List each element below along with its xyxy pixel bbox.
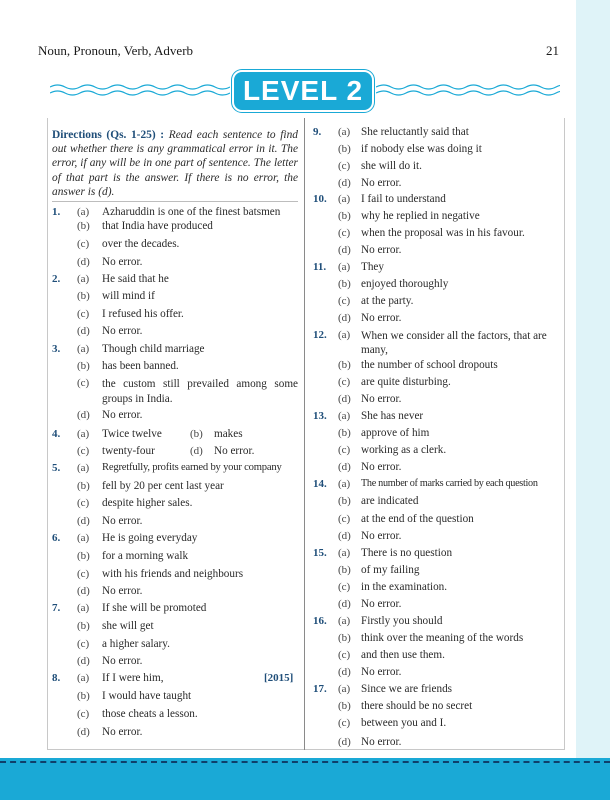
question-number: 2. (52, 273, 61, 285)
option-text: No error. (361, 461, 402, 473)
option-letter: (a) (338, 615, 351, 627)
option-letter: (c) (77, 377, 90, 389)
option-text: No error. (361, 530, 402, 542)
option-letter: (b) (77, 620, 90, 632)
option-letter: (a) (338, 410, 351, 422)
page-edge-strip (576, 0, 610, 800)
option-text: No error. (102, 325, 143, 337)
option-letter: (d) (77, 256, 90, 268)
option-letter: (b) (338, 210, 351, 222)
option-letter: (b) (77, 690, 90, 702)
option-letter: (d) (77, 585, 90, 597)
option-letter: (a) (77, 428, 90, 440)
option-text: No error. (214, 445, 255, 457)
option-letter: (b) (338, 632, 351, 644)
question-number: 15. (313, 547, 327, 559)
option-letter: (c) (77, 445, 90, 457)
option-text: will mind if (102, 290, 155, 302)
question-number: 3. (52, 343, 61, 355)
option-text: working as a clerk. (361, 444, 447, 456)
year-tag: [2015] (264, 672, 294, 684)
option-letter: (c) (77, 238, 90, 250)
question-number: 8. (52, 672, 61, 684)
option-letter: (b) (77, 360, 90, 372)
option-letter: (d) (338, 666, 351, 678)
footer-band (0, 758, 610, 800)
option-letter: (a) (77, 532, 90, 544)
option-text: No error. (361, 312, 402, 324)
option-letter: (b) (338, 564, 351, 576)
directions-label: Directions (Qs. 1-25) : (52, 129, 165, 141)
question-number: 11. (313, 261, 327, 273)
option-text: of my failing (361, 564, 420, 576)
directions-text: Read each sentence to find out whether there is any grammatical error in it. The error, if any will be in one part of sentence. The letter of that part is the answer. If there is no error, the answer is (d). (52, 129, 298, 198)
option-letter: (b) (338, 143, 351, 155)
option-text: No error. (361, 177, 402, 189)
option-letter: (c) (77, 638, 90, 650)
option-text: and then use them. (361, 649, 445, 661)
option-letter: (a) (77, 343, 90, 355)
option-text: There is no question (361, 547, 453, 559)
option-letter: (a) (338, 547, 351, 559)
option-text: when the proposal was in his favour. (361, 227, 525, 239)
option-letter: (c) (338, 513, 351, 525)
question-number: 7. (52, 602, 61, 614)
question-number: 17. (313, 683, 327, 695)
option-text: she will get (102, 620, 154, 632)
option-letter: (a) (77, 206, 90, 218)
option-text: No error. (361, 598, 402, 610)
option-letter: (b) (338, 427, 351, 439)
option-text: She reluctantly said that (361, 126, 469, 138)
option-letter: (d) (338, 736, 351, 748)
option-letter: (d) (338, 461, 351, 473)
option-letter: (b) (190, 428, 203, 440)
option-letter: (a) (77, 462, 90, 474)
option-text: No error. (361, 244, 402, 256)
page-number: 21 (546, 43, 559, 58)
option-text: Firstly you should (361, 615, 443, 627)
option-text: has been banned. (102, 360, 179, 372)
option-letter: (b) (338, 700, 351, 712)
option-letter: (c) (77, 497, 90, 509)
option-text: enjoyed thoroughly (361, 278, 449, 290)
footer-dashed-line (0, 761, 610, 763)
option-letter: (c) (338, 227, 351, 239)
option-text: makes (214, 428, 243, 440)
option-text: No error. (361, 736, 402, 748)
option-letter: (c) (338, 295, 351, 307)
option-letter: (b) (77, 480, 90, 492)
option-letter: (d) (338, 393, 351, 405)
option-text: No error. (361, 666, 402, 678)
wavy-decoration-right (376, 83, 560, 97)
directions-rule (52, 201, 298, 202)
option-text: why he replied in negative (361, 210, 480, 222)
option-letter: (c) (77, 308, 90, 320)
option-letter: (c) (338, 160, 351, 172)
option-letter: (a) (338, 126, 351, 138)
option-text: No error. (361, 393, 402, 405)
option-letter: (d) (338, 312, 351, 324)
option-text: in the examination. (361, 581, 448, 593)
option-text: she will do it. (361, 160, 422, 172)
option-text: a higher salary. (102, 638, 170, 650)
question-number: 10. (313, 193, 327, 205)
option-letter: (a) (77, 602, 90, 614)
option-letter: (d) (190, 445, 203, 457)
option-letter: (d) (77, 515, 90, 527)
option-letter: (d) (77, 655, 90, 667)
option-text: When we consider all the factors, that are many, (361, 330, 547, 356)
option-letter: (a) (77, 273, 90, 285)
option-letter: (a) (338, 261, 351, 273)
question-number: 6. (52, 532, 61, 544)
option-text: despite higher sales. (102, 497, 193, 509)
option-letter: (b) (338, 495, 351, 507)
option-letter: (a) (338, 683, 351, 695)
option-text: I would have taught (102, 690, 192, 702)
option-letter: (c) (77, 568, 90, 580)
option-text: If I were him, (102, 672, 164, 684)
level-banner: LEVEL 2 (232, 70, 374, 112)
option-text: She has never (361, 410, 424, 422)
question-number: 14. (313, 478, 327, 490)
option-text: No error. (102, 585, 143, 597)
option-text: He said that he (102, 273, 169, 285)
option-text: No error. (102, 256, 143, 268)
option-letter: (d) (338, 177, 351, 189)
option-text: at the party. (361, 295, 414, 307)
option-text: They (361, 261, 384, 273)
option-text: at the end of the question (361, 513, 474, 525)
directions-block (52, 128, 298, 199)
option-text: approve of him (361, 427, 430, 439)
option-text: think over the meaning of the words (361, 632, 524, 644)
option-letter: (d) (77, 325, 90, 337)
option-letter: (c) (338, 444, 351, 456)
column-divider (304, 118, 305, 750)
option-text: If she will be promoted (102, 602, 207, 614)
option-letter: (a) (77, 672, 90, 684)
option-text: Since we are friends (361, 683, 453, 695)
option-text: The number of marks carried by each question (361, 478, 538, 489)
question-number: 16. (313, 615, 327, 627)
question-number: 5. (52, 462, 61, 474)
option-text: fell by 20 per cent last year (102, 480, 224, 492)
option-text: He is going everyday (102, 532, 198, 544)
option-text: Regretfully, profits earned by your company (102, 462, 282, 473)
option-letter: (d) (338, 244, 351, 256)
option-letter: (d) (338, 598, 351, 610)
option-text: No error. (102, 515, 143, 527)
option-text: over the decades. (102, 238, 180, 250)
option-letter: (d) (77, 726, 90, 738)
option-letter: (d) (77, 409, 90, 421)
option-text: are quite disturbing. (361, 376, 451, 388)
option-letter: (c) (338, 581, 351, 593)
question-number: 12. (313, 329, 327, 341)
option-text: No error. (102, 655, 143, 667)
option-text: twenty-four (102, 445, 155, 457)
running-header: Noun, Pronoun, Verb, Adverb (38, 43, 194, 58)
option-text: for a morning walk (102, 550, 189, 562)
option-letter: (b) (77, 550, 90, 562)
option-letter: (d) (338, 530, 351, 542)
question-number: 1. (52, 206, 61, 218)
option-text: No error. (102, 409, 143, 421)
option-letter: (b) (338, 359, 351, 371)
option-letter: (c) (338, 649, 351, 661)
option-letter: (a) (338, 478, 351, 490)
option-text: that India have produced (102, 220, 213, 232)
option-letter: (b) (77, 290, 90, 302)
option-text: if nobody else was doing it (361, 143, 482, 155)
option-letter: (c) (338, 376, 351, 388)
option-text: those cheats a lesson. (102, 708, 198, 720)
option-text: there should be no secret (361, 700, 473, 712)
wavy-decoration-left (50, 83, 230, 97)
option-text: I fail to understand (361, 193, 446, 205)
option-text: I refused his offer. (102, 308, 184, 320)
option-letter: (a) (338, 329, 351, 341)
option-text: No error. (102, 726, 143, 738)
option-text: the number of school dropouts (361, 359, 498, 371)
option-letter: (b) (338, 278, 351, 290)
option-text: Though child marriage (102, 343, 205, 355)
option-text: Twice twelve (102, 428, 162, 440)
option-text: the custom still prevailed among some groups in India. (102, 378, 298, 405)
option-text: Azharuddin is one of the finest batsmen (102, 206, 281, 218)
question-number: 9. (313, 126, 322, 138)
option-letter: (b) (77, 220, 90, 232)
option-letter: (c) (77, 708, 90, 720)
option-text: are indicated (361, 495, 419, 507)
option-text: between you and I. (361, 717, 447, 729)
question-number: 13. (313, 410, 327, 422)
option-letter: (c) (338, 717, 351, 729)
option-text: with his friends and neighbours (102, 568, 244, 580)
question-number: 4. (52, 428, 61, 440)
option-letter: (a) (338, 193, 351, 205)
